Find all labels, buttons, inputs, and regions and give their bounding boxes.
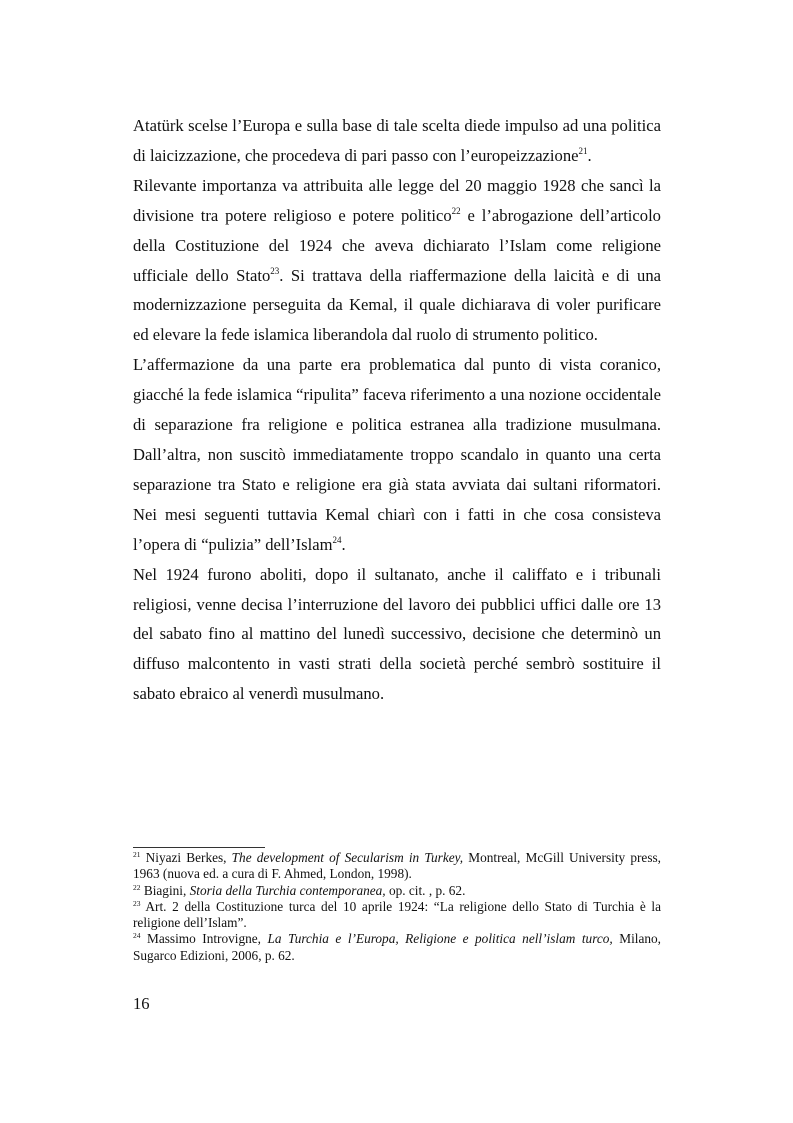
footnote-ref[interactable]: 22 [451, 205, 461, 216]
footnote-number: 22 [133, 882, 141, 892]
footnote-ref[interactable]: 24 [332, 534, 342, 545]
footnote-number: 24 [133, 931, 141, 941]
footnote [133, 850, 661, 883]
page-number: 16 [133, 994, 150, 1013]
citation-title: The development of Secularism in Turkey, [231, 850, 464, 865]
paragraph [133, 111, 661, 171]
footnote-separator [133, 847, 265, 848]
text-run: Montreal, McGill University press, 1963 (nuova ed. a cura di F. Ahmed, London, 1998). [133, 850, 661, 882]
paragraph [133, 560, 661, 710]
main-text [133, 111, 661, 709]
text-run: L’affermazione da una parte era problematica dal punto di vista coranico, giacché la fede islamica “ripulita” faceva riferimento a una nozione occidentale di separazione fra religione e politica estranea alla tradizione musulmana. Dall’altra, non suscitò immediatamente troppo scandalo in quanto una certa separazione tra Stato e religione era già stata avviata dai sultani riformatori. Nei mesi seguenti tuttavia Kemal chiarì con i fatti in che cosa consisteva l’opera di “pulizia” dell’Islam [133, 355, 661, 554]
text-run: Nel 1924 furono aboliti, dopo il sultanato, anche il califfato e i tribunali religiosi, venne decisa l’interruzione del lavoro dei pubblici uffici dalle ore 13 del sabato fino al mattino del lunedì successivo, decisione che determinò un diffuso malcontento in vasti strati della società perché sembrò sostituire il sabato ebraico al venerdì musulmano. [133, 564, 661, 704]
text-run: . Si trattava della riaffermazione della laicità e di una modernizzazione perseguita da Kemal, il quale dichiarava di voler purificare ed elevare la fede islamica liberandola dal ruolo di strumento politico. [133, 265, 662, 345]
footnote [133, 931, 661, 964]
footnotes [133, 850, 661, 964]
footnote-ref[interactable]: 23 [270, 265, 280, 276]
text-run: Atatürk scelse l’Europa e sulla base di tale scelta diede impulso ad una politica di laicizzazione, che procedeva di pari passo con l’europeizzazione [133, 116, 661, 165]
paragraph [133, 350, 661, 559]
text-run: Massimo Introvigne, [140, 931, 268, 947]
text-run: Rilevante importanza va attribuita alle legge del 20 maggio 1928 che sancì la divisione tra potere religioso e potere politico [133, 175, 661, 225]
text-run: e l’abrogazione dell’articolo della Costituzione del 1924 che aveva dichiarato l’Islam come religione ufficiale dello Stato [133, 205, 661, 285]
text-run: Milano, Sugarco Edizioni, 2006, p. 62. [133, 931, 661, 963]
text-run: Art. 2 della Costituzione turca del 10 aprile 1924: “La religione dello Stato di Turchia è la religione dell’Islam”. [133, 898, 661, 931]
footnote-number: 23 [133, 898, 141, 908]
citation-title: Storia della Turchia contemporanea, [189, 882, 386, 898]
text-run: Biagini, [140, 882, 190, 898]
footnote [133, 883, 661, 899]
footnote-ref[interactable]: 21 [578, 145, 588, 156]
text-run: op. cit. , p. 62. [385, 882, 466, 898]
paragraph [133, 171, 661, 350]
citation-title: La Turchia e l’Europa, Religione e politica nell’islam turco, [267, 931, 613, 947]
text-run: . [341, 534, 346, 554]
text-run: . [587, 145, 592, 165]
footnote-number: 21 [133, 850, 141, 859]
footnote [133, 899, 661, 932]
text-run: Niyazi Berkes, [140, 850, 232, 865]
